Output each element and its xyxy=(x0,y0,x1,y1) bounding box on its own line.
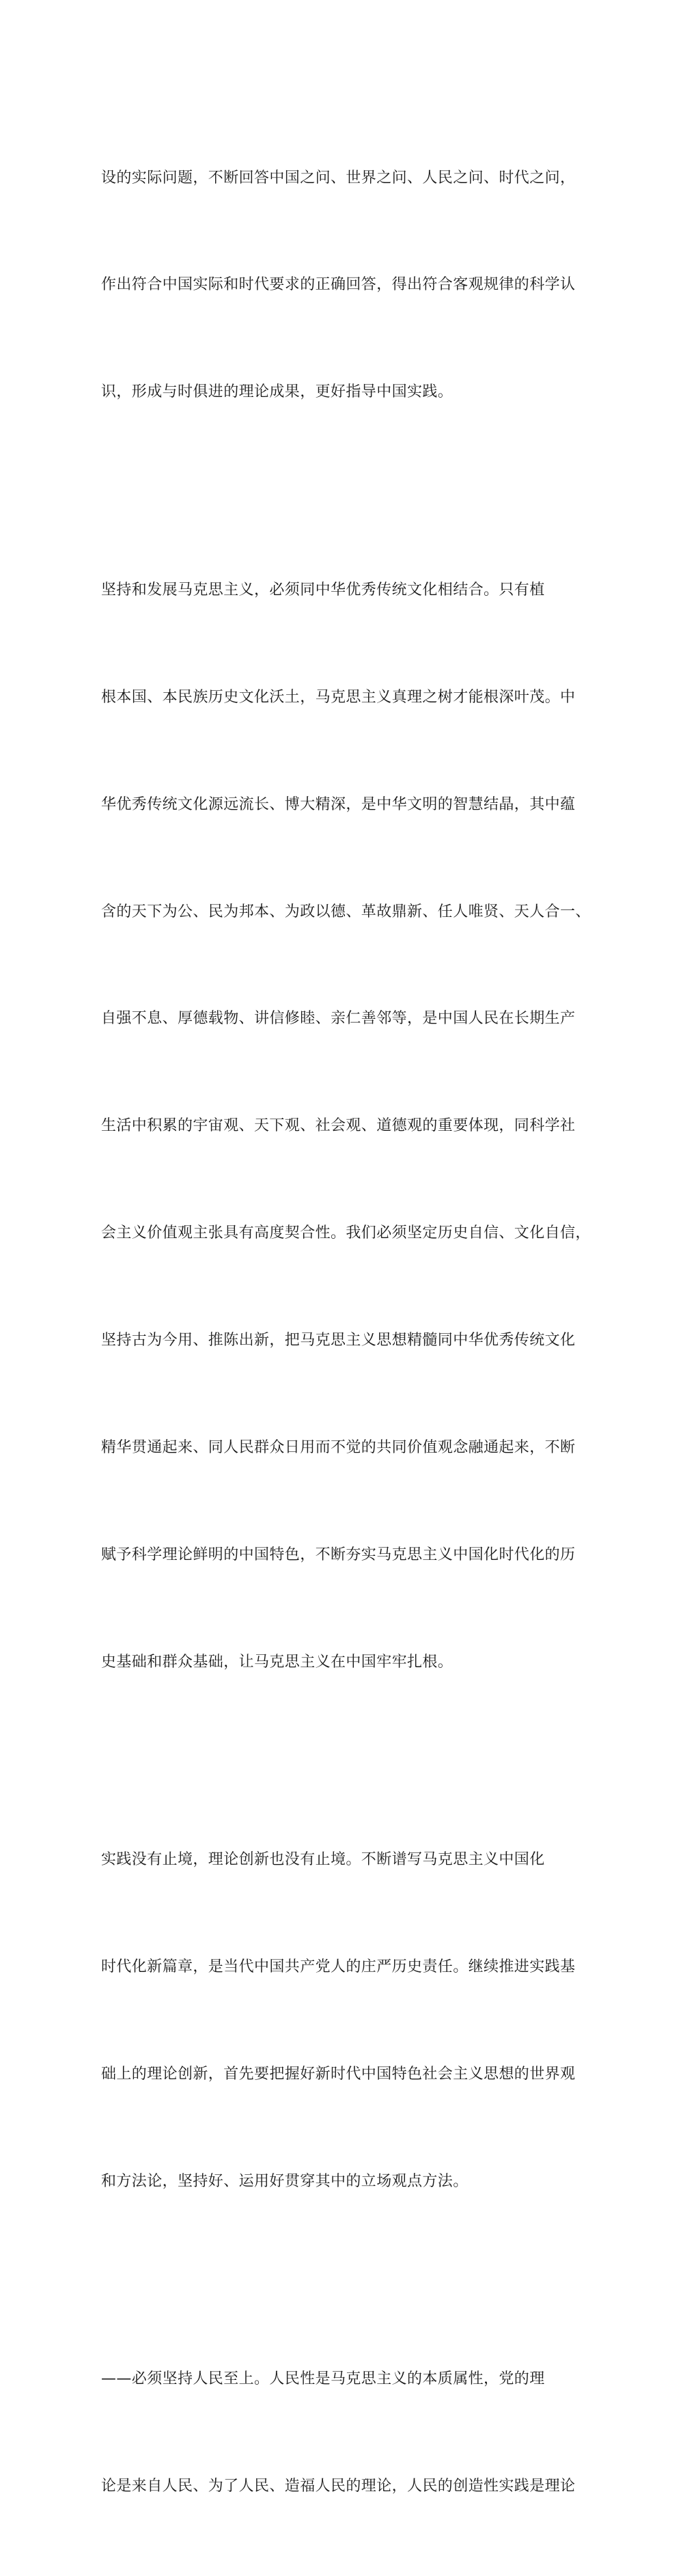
text-line: 实践没有止境，理论创新也没有止境。不断谱写马克思主义中国化 xyxy=(101,1851,545,1869)
text-line: ——必须坚持人民至上。人民性是马克思主义的本质属性，党的理 xyxy=(101,2370,545,2388)
text-line: 史基础和群众基础，让马克思主义在中国牢牢扎根。 xyxy=(101,1653,454,1671)
text-line: 作出符合中国实际和时代要求的正确回答，得出符合客观规律的科学认 xyxy=(101,276,576,294)
text-line: 时代化新篇章，是当代中国共产党人的庄严历史责任。继续推进实践基 xyxy=(101,1958,576,1976)
paragraph-3 xyxy=(101,1771,582,2271)
paragraph-4 xyxy=(101,2290,582,2576)
text-line: 设的实际问题，不断回答中国之问、世界之问、人民之问、时代之问， xyxy=(101,169,576,187)
text-line: 根本国、本民族历史文化沃土，马克思主义真理之树才能根深叶茂。中 xyxy=(101,688,576,706)
paragraph-1 xyxy=(101,89,582,482)
text-line: 赋予科学理论鲜明的中国特色，不断夯实马克思主义中国化时代化的历 xyxy=(101,1546,576,1563)
text-line: 础上的理论创新，首先要把握好新时代中国特色社会主义思想的世界观 xyxy=(101,2066,576,2083)
text-line: 和方法论，坚持好、运用好贯穿其中的立场观点方法。 xyxy=(101,2172,469,2190)
text-line: 会主义价值观主张具有高度契合性。我们必须坚定历史自信、文化自信， xyxy=(101,1224,591,1242)
text-line: 坚持和发展马克思主义，必须同中华优秀传统文化相结合。只有植 xyxy=(101,581,545,599)
text-line: 坚持古为今用、推陈出新，把马克思主义思想精髓同中华优秀传统文化 xyxy=(101,1332,576,1349)
text-line: 精华贯通起来、同人民群众日用而不觉的共同价值观念融通起来，不断 xyxy=(101,1438,576,1456)
text-line: 论是来自人民、为了人民、造福人民的理论，人民的创造性实践是理论 xyxy=(101,2478,576,2495)
text-line: 自强不息、厚德载物、讲信修睦、亲仁善邻等，是中国人民在长期生产 xyxy=(101,1010,576,1028)
paragraph-2 xyxy=(101,501,591,1751)
body-text xyxy=(101,89,591,2576)
text-line: 华优秀传统文化源远流长、博大精深，是中华文明的智慧结晶，其中蕴 xyxy=(101,795,576,813)
text-line: 生活中积累的宇宙观、天下观、社会观、道德观的重要体现，同科学社 xyxy=(101,1117,576,1135)
text-line: 含的天下为公、民为邦本、为政以德、革故鼎新、任人唯贤、天人合一、 xyxy=(101,903,591,920)
text-line: 识，形成与时俱进的理论成果，更好指导中国实践。 xyxy=(101,383,454,401)
